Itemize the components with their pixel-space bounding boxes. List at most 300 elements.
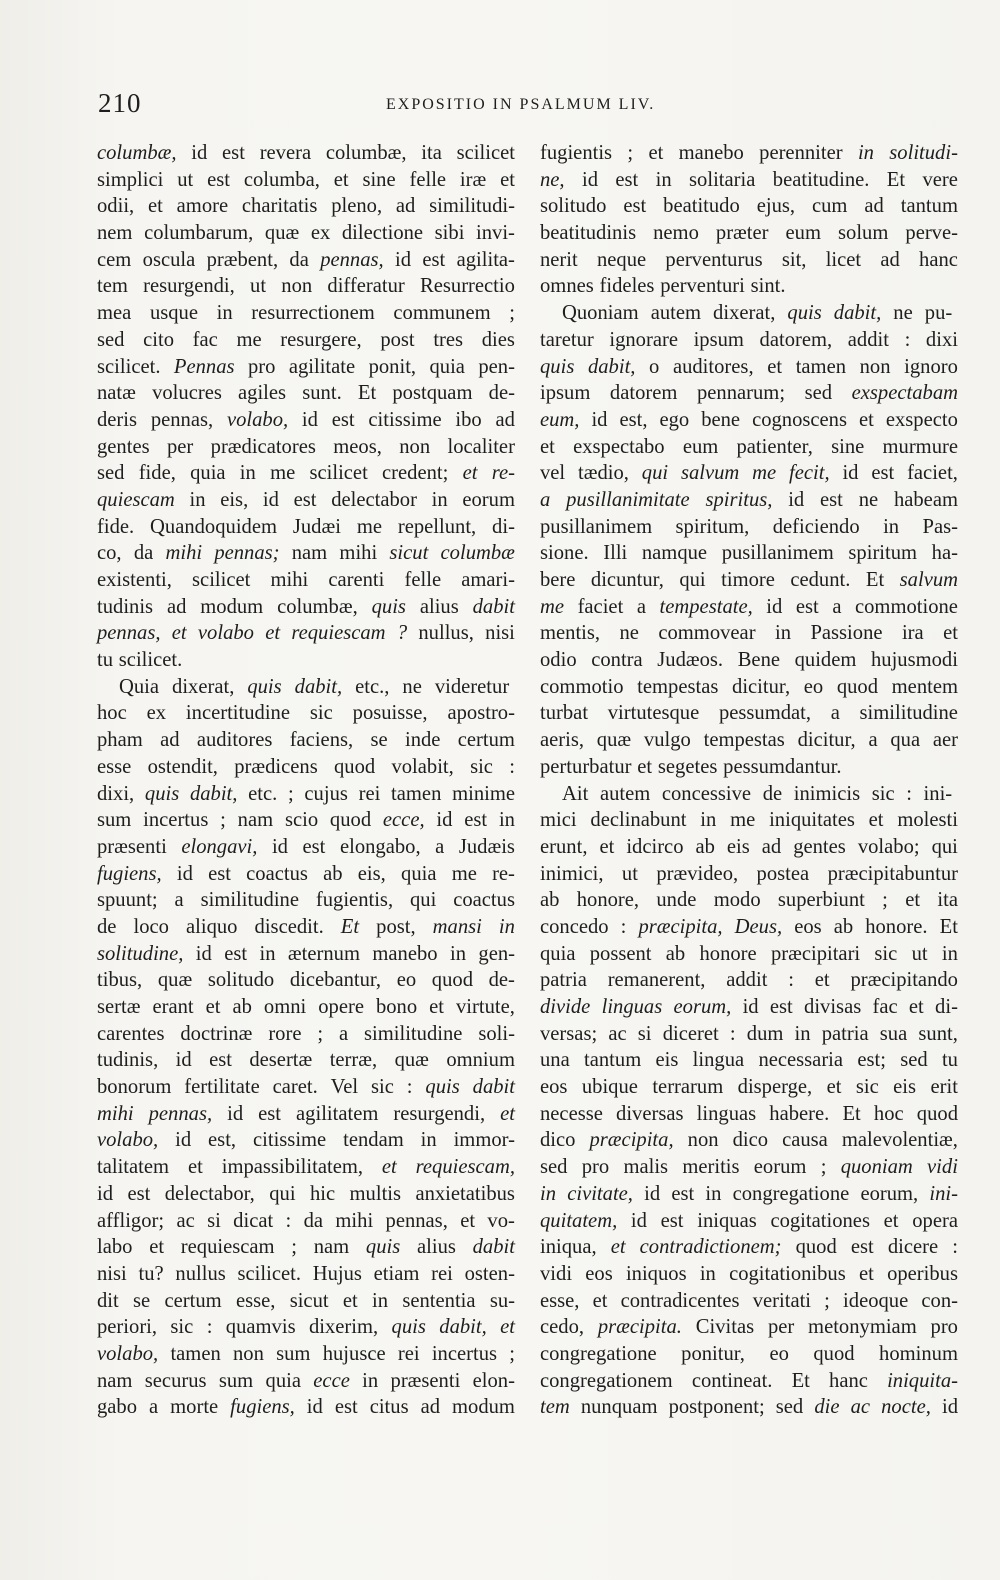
- word: in: [941, 942, 958, 965]
- italic-word: elongavi,: [181, 835, 258, 858]
- text-line: [540, 1074, 958, 1101]
- word: ira: [901, 622, 924, 645]
- word: necessaria: [758, 1049, 844, 1072]
- word: neque: [596, 248, 647, 271]
- word: per: [767, 1316, 795, 1339]
- word: su-: [489, 1289, 515, 1312]
- word: et: [333, 168, 349, 191]
- text-line: [97, 380, 515, 407]
- word: id: [788, 488, 805, 511]
- text-line: [97, 807, 515, 834]
- text-line: [540, 647, 958, 674]
- word: spiritum: [848, 542, 918, 565]
- word: id: [271, 835, 288, 858]
- text-line: [97, 1261, 515, 1288]
- word: id: [301, 408, 318, 431]
- word: præcipitari: [770, 942, 861, 965]
- italic-word: et: [171, 622, 187, 645]
- italic-word: iniquita-: [887, 1369, 958, 1392]
- italic-word: re-: [491, 462, 515, 485]
- word: hic: [309, 1182, 336, 1205]
- word: sum: [276, 1342, 311, 1365]
- text-line: [540, 1181, 958, 1208]
- word: anxietatibus: [415, 1182, 515, 1205]
- italic-word: dabit,: [439, 1316, 487, 1339]
- word: est: [209, 1049, 232, 1072]
- word: sic: [309, 702, 333, 725]
- word: columba,: [243, 168, 320, 191]
- word: namque: [641, 542, 708, 565]
- word: mihi: [335, 1209, 374, 1232]
- text-line: [540, 727, 958, 754]
- italic-word: mansi: [432, 915, 482, 938]
- word: in: [216, 302, 233, 325]
- word: gabo: [97, 1396, 138, 1419]
- word: minime: [452, 782, 515, 805]
- italic-word: et: [265, 622, 281, 645]
- word: dixerat,: [713, 302, 776, 325]
- word: pro: [930, 1316, 958, 1339]
- word: aeris,: [540, 729, 585, 752]
- word: et: [429, 996, 444, 1018]
- word: alius: [419, 595, 459, 618]
- word: sed: [97, 328, 125, 351]
- word: nam: [97, 1369, 133, 1392]
- word: prædicatores: [210, 435, 316, 458]
- italic-word: eum,: [540, 408, 580, 431]
- word: fide.: [97, 515, 135, 538]
- word: id: [842, 462, 859, 485]
- text-line: [540, 460, 958, 487]
- italic-word: civitate,: [567, 1182, 633, 1205]
- italic-word: et: [381, 1156, 397, 1179]
- word: ignorare: [609, 328, 678, 351]
- word: tempestas: [637, 675, 719, 698]
- word: est,: [619, 408, 648, 431]
- word: modo: [713, 889, 761, 912]
- text-line: [540, 487, 958, 514]
- word: Quia: [119, 675, 160, 698]
- word: quod: [813, 1342, 855, 1365]
- word: ne: [893, 302, 913, 325]
- word: præsenti: [390, 1369, 461, 1392]
- word: est: [258, 1102, 282, 1125]
- word: felle: [409, 168, 447, 191]
- italic-word: in: [498, 915, 515, 938]
- text-line: [97, 407, 515, 434]
- word: faciens,: [289, 729, 354, 752]
- word: quia: [429, 355, 465, 378]
- word: agilitatem: [296, 1102, 379, 1125]
- word: lingua: [692, 1049, 745, 1072]
- word: solum: [838, 222, 889, 245]
- text-line: [97, 247, 515, 274]
- word: datorem: [609, 382, 678, 405]
- word: vere: [922, 168, 958, 191]
- text-line: [540, 354, 958, 381]
- word: et: [905, 889, 921, 912]
- word: sed: [775, 1396, 804, 1419]
- word: ini-: [923, 782, 953, 805]
- word: fugientis,: [315, 889, 394, 912]
- word: et: [908, 996, 924, 1018]
- text-line: [97, 727, 515, 754]
- word: qua: [890, 729, 921, 752]
- text-line: [540, 1208, 958, 1235]
- word: de-: [488, 969, 515, 992]
- word: dicere: [887, 1236, 939, 1259]
- italic-word: volabo,: [226, 408, 289, 431]
- word: ;: [824, 1289, 830, 1312]
- italic-word: et: [610, 1236, 626, 1259]
- italic-word: me: [540, 595, 565, 618]
- word: similitudi-: [429, 195, 515, 218]
- word: versas;: [540, 1022, 598, 1045]
- italic-word: quis: [365, 1236, 401, 1259]
- running-title: EXPOSITIO IN PSALMUM LIV.: [386, 96, 656, 113]
- word: nerit: [540, 248, 578, 271]
- word: concessive: [661, 782, 752, 805]
- word: taretur: [540, 328, 594, 351]
- italic-word: volabo,: [97, 1129, 159, 1152]
- italic-word: requiescam,: [415, 1156, 515, 1179]
- word: rei: [431, 1262, 453, 1285]
- word: repellunt,: [397, 515, 477, 538]
- text-line: [97, 941, 515, 968]
- italic-word: contradictionem;: [639, 1236, 782, 1259]
- word: ideoque: [843, 1289, 909, 1312]
- word: me: [270, 462, 296, 485]
- word: murmure: [882, 435, 958, 458]
- word: ab: [232, 996, 252, 1018]
- word: quia: [401, 862, 437, 885]
- word: ne: [402, 675, 422, 698]
- word: exspecto: [885, 408, 958, 431]
- word: Quoniam: [562, 302, 639, 325]
- word: et: [943, 622, 958, 645]
- word: rore: [268, 1022, 302, 1045]
- word: :: [788, 969, 794, 992]
- word: differatur: [327, 275, 405, 298]
- text-line: [540, 1127, 958, 1154]
- word: ac: [176, 1209, 195, 1232]
- word: quod: [836, 675, 879, 698]
- word: est: [422, 248, 446, 271]
- text-line: [540, 273, 958, 300]
- word: quia: [540, 942, 576, 965]
- italic-word: solitudine,: [97, 942, 184, 965]
- text-line: [540, 941, 958, 968]
- word: tu: [941, 1049, 958, 1072]
- text-line: [97, 300, 515, 327]
- word: est: [293, 488, 317, 511]
- text-line: [97, 1314, 515, 1341]
- text-line: [540, 1021, 958, 1048]
- page-header: [98, 88, 958, 124]
- word: est: [671, 1182, 695, 1205]
- word: mentem: [891, 675, 958, 698]
- text-line: [540, 434, 958, 461]
- word: et: [187, 1156, 203, 1179]
- word: ;: [627, 142, 634, 164]
- word: omnes: [540, 275, 594, 298]
- word: in: [700, 809, 717, 832]
- word: est;: [857, 1049, 886, 1072]
- word: immor-: [453, 1129, 515, 1152]
- word: resurgendi,: [393, 1102, 486, 1125]
- italic-word: et: [500, 1102, 515, 1125]
- word: in: [699, 1262, 716, 1285]
- word: est: [464, 809, 488, 832]
- italic-word: quis: [247, 675, 282, 698]
- word: præcipitando: [850, 969, 958, 992]
- word: eorum: [462, 488, 515, 511]
- word: diversas: [616, 1102, 684, 1125]
- word: nunquam: [580, 1396, 658, 1419]
- text-line: [540, 807, 958, 834]
- text-line: [97, 834, 515, 861]
- text-line: [540, 514, 958, 541]
- text-line: [97, 674, 515, 701]
- word: Et: [865, 569, 885, 591]
- italic-word: pennas,: [97, 622, 161, 645]
- text-line: [540, 1047, 958, 1074]
- word: similitudine: [859, 702, 958, 725]
- word: ad: [395, 195, 416, 218]
- word: hanc: [919, 248, 958, 271]
- word: inimici,: [540, 862, 604, 885]
- word: contradicentes: [620, 1289, 740, 1312]
- word: amari-: [461, 569, 515, 591]
- word: opere: [318, 996, 364, 1018]
- word: unde: [656, 889, 697, 912]
- word: erunt,: [540, 835, 588, 858]
- word: sua: [879, 1022, 908, 1045]
- word: Illi: [603, 542, 628, 565]
- word: dicebantur,: [289, 969, 382, 992]
- italic-word: die: [814, 1396, 840, 1419]
- word: concedo: [540, 915, 609, 938]
- word: prævideo,: [656, 862, 739, 885]
- word: tantum: [900, 195, 958, 218]
- word: scio: [284, 809, 319, 832]
- word: scilicet: [192, 569, 251, 591]
- word: ;: [291, 1236, 298, 1259]
- word: ostendit,: [147, 755, 218, 778]
- italic-word: ecce: [313, 1369, 350, 1392]
- word: mihi: [270, 569, 309, 591]
- word: volucres: [152, 382, 222, 405]
- italic-word: quis: [371, 595, 406, 618]
- text-line: [540, 167, 958, 194]
- text-line: [97, 193, 515, 220]
- word: bene: [701, 408, 741, 431]
- word: deficiendo: [772, 515, 860, 538]
- italic-word: quiescam: [97, 488, 175, 511]
- word: a: [830, 702, 840, 725]
- word: me: [730, 809, 756, 832]
- word: ad: [495, 408, 515, 431]
- word: dixi,: [97, 782, 135, 805]
- word: est: [660, 1209, 684, 1232]
- word: elongabo,: [339, 835, 421, 858]
- word: segetes: [657, 755, 718, 778]
- word: Vel: [330, 1076, 359, 1099]
- word: id: [175, 1049, 192, 1072]
- word: pennas,: [150, 408, 214, 431]
- word: cogitationibus: [729, 1262, 846, 1285]
- word: iræ: [459, 168, 487, 191]
- word: possent: [589, 942, 652, 965]
- word: eis: [655, 1049, 679, 1072]
- word: a: [174, 889, 184, 912]
- word: citissime: [368, 408, 442, 431]
- word: pro: [247, 355, 276, 378]
- word: est: [334, 1396, 358, 1419]
- word: delectabor,: [164, 1182, 255, 1205]
- word: etc.,: [355, 675, 390, 698]
- word: quæ: [596, 729, 632, 752]
- word: incertus: [431, 1342, 498, 1365]
- word: ab: [695, 835, 715, 858]
- word: id: [742, 996, 759, 1018]
- word: patria: [821, 1022, 869, 1045]
- word: odio: [540, 649, 577, 672]
- word: ex: [146, 702, 167, 725]
- word: remanerent,: [607, 969, 706, 992]
- word: si: [637, 1022, 652, 1045]
- word: per: [166, 435, 194, 458]
- italic-word: divide: [540, 996, 591, 1018]
- word: mentis,: [540, 622, 601, 645]
- word: discedit.: [254, 915, 324, 938]
- word: dixerim,: [308, 1316, 379, 1339]
- text-line: [97, 167, 515, 194]
- word: incertitudine: [185, 702, 290, 725]
- word: coactus: [246, 862, 308, 885]
- text-line: [540, 567, 958, 594]
- word: re-: [492, 862, 515, 885]
- italic-word: pennas,: [320, 248, 384, 271]
- text-line: [97, 1074, 515, 1101]
- word: co,: [97, 542, 122, 565]
- text-line: [97, 354, 515, 381]
- word: ego: [659, 408, 690, 431]
- word: sed: [804, 382, 833, 405]
- word: autem: [650, 302, 702, 325]
- word: fac: [872, 996, 898, 1018]
- word: pham: [97, 729, 143, 752]
- word: :: [285, 1209, 292, 1232]
- text-line: [97, 567, 515, 594]
- word: aer: [932, 729, 958, 752]
- word: cedunt.: [790, 569, 851, 591]
- word: quidem: [794, 649, 857, 672]
- word: spiritum,: [675, 515, 750, 538]
- word: est: [127, 1182, 151, 1205]
- word: :: [904, 328, 911, 351]
- word: revera: [259, 142, 312, 164]
- italic-word: in: [857, 142, 874, 164]
- word: datorem,: [759, 328, 833, 351]
- word: dicitur,: [732, 675, 791, 698]
- word: volabo;: [857, 835, 920, 858]
- word: esse,: [540, 1289, 580, 1312]
- word: eis,: [357, 862, 386, 885]
- word: faciet,: [907, 462, 958, 485]
- word: ;: [509, 1342, 515, 1365]
- text-line: [540, 140, 958, 167]
- word: pessumdantur.: [723, 755, 842, 778]
- word: ponit,: [368, 355, 417, 378]
- word: terrarum: [652, 1076, 724, 1099]
- word: operibus: [887, 1262, 958, 1285]
- word: in: [189, 488, 206, 511]
- word: causa: [782, 1129, 828, 1152]
- italic-word: quitatem,: [540, 1209, 618, 1232]
- word: coactus: [453, 889, 515, 912]
- word: perturbatur: [540, 755, 632, 778]
- italic-word: dabit,: [833, 302, 882, 325]
- word: de: [97, 915, 117, 938]
- word: gentes: [97, 435, 150, 458]
- text-line: [540, 700, 958, 727]
- word: tantum: [584, 1049, 642, 1072]
- text-line: [540, 380, 958, 407]
- text-line: [540, 247, 958, 274]
- word: et: [858, 408, 874, 431]
- word: columbarum,: [144, 222, 254, 245]
- word: qui: [931, 835, 958, 858]
- italic-word: eorum,: [673, 996, 732, 1018]
- right-text-column: [540, 140, 958, 1421]
- word: videretur: [434, 675, 510, 698]
- word: :: [620, 915, 627, 938]
- word: quæ: [394, 1049, 429, 1072]
- italic-word: fugiens,: [230, 1396, 295, 1419]
- word: eis,: [220, 488, 249, 511]
- word: simplici: [97, 168, 164, 191]
- word: qui: [269, 1182, 296, 1205]
- word: manebo: [678, 142, 744, 164]
- word: et: [149, 1236, 165, 1259]
- word: tempestas: [703, 729, 785, 752]
- word: posuisse,: [352, 702, 428, 725]
- italic-word: Et: [340, 915, 360, 938]
- word: fac: [192, 328, 218, 351]
- word: dico: [540, 1129, 576, 1152]
- word: di-: [935, 996, 958, 1018]
- word: beatitudo: [663, 195, 740, 218]
- word: solitaria: [689, 168, 756, 191]
- word: elon-: [472, 1369, 515, 1392]
- text-line: [97, 914, 515, 941]
- word: et: [637, 755, 653, 778]
- text-line: [97, 1127, 515, 1154]
- word: postquam: [392, 382, 473, 405]
- text-line: [540, 327, 958, 354]
- word: ut: [250, 275, 267, 298]
- italic-word: columbæ,: [97, 142, 177, 164]
- word: beatitudine.: [772, 168, 870, 191]
- word: vo-: [487, 1209, 515, 1232]
- word: scilicet.: [97, 355, 161, 378]
- text-line: [540, 834, 958, 861]
- word: contineat.: [691, 1369, 773, 1392]
- word: ;: [882, 889, 888, 912]
- text-line: [540, 887, 958, 914]
- word: id: [581, 168, 598, 191]
